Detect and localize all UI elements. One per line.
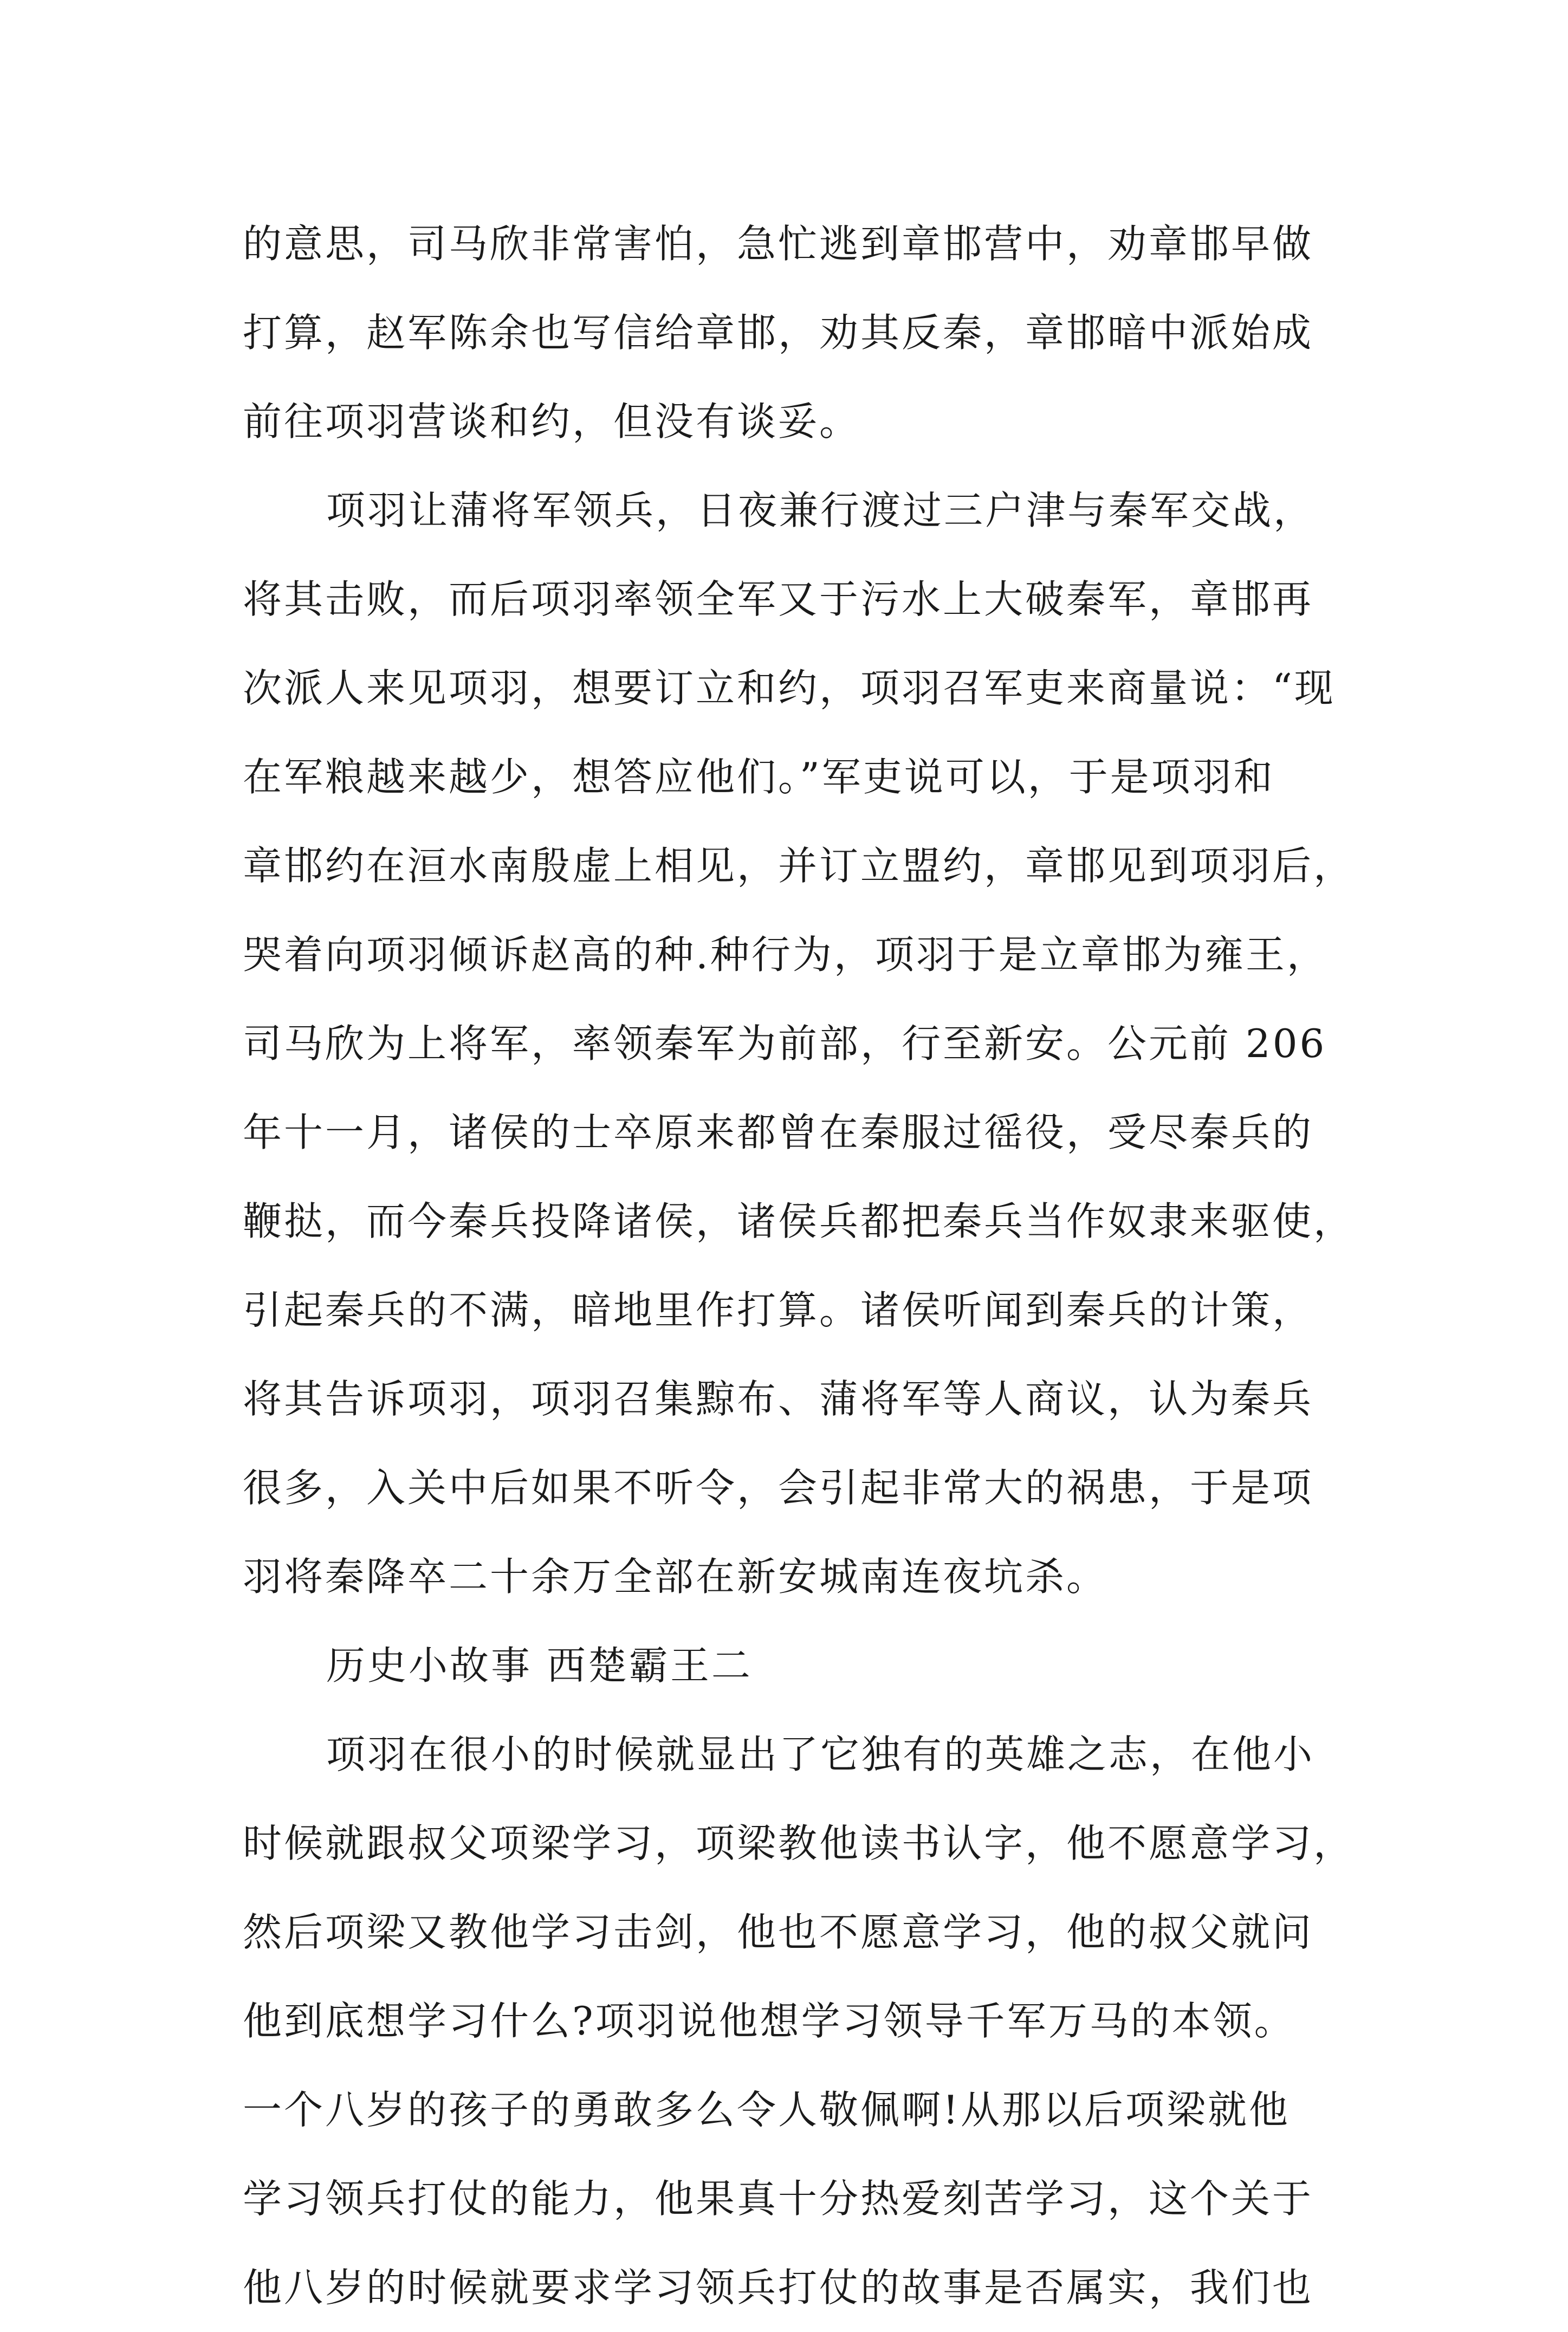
text-line: 然后项梁又教他学习击剑，他也不愿意学习，他的叔父就问 xyxy=(243,1909,1314,1955)
section-heading: 历史小故事 西楚霸王二 xyxy=(326,1643,753,1688)
text-line: 次派人来见项羽，想要订立和约，项羽召军吏来商量说：“现 xyxy=(243,665,1336,711)
text-line: 一个八岁的孩子的勇敢多么令人敬佩啊!从那以后项梁就他 xyxy=(243,2087,1290,2133)
text-line: 学习领兵打仗的能力，他果真十分热爱刻苦学习，这个关于 xyxy=(243,2176,1314,2221)
text-line: 引起秦兵的不满，暗地里作打算。诸侯听闻到秦兵的计策， xyxy=(243,1287,1314,1333)
text-line: 年十一月，诸侯的士卒原来都曾在秦服过徭役，受尽秦兵的 xyxy=(243,1110,1314,1155)
text-line: 的意思，司马欣非常害怕，急忙逃到章邯营中，劝章邯早做 xyxy=(243,221,1314,267)
text-line: 在军粮越来越少，想答应他们。”军吏说可以，于是项羽和 xyxy=(243,754,1275,800)
text-line: 前往项羽营谈和约，但没有谈妥。 xyxy=(243,399,861,444)
text-line: 他八岁的时候就要求学习领兵打仗的故事是否属实，我们也 xyxy=(243,2265,1314,2310)
text-line: 时候就跟叔父项梁学习，项梁教他读书认字，他不愿意学习， xyxy=(243,1821,1355,1866)
paragraph-start-line: 项羽在很小的时候就显出了它独有的英雄之志，在他小 xyxy=(326,1732,1315,1777)
body-text xyxy=(243,199,1355,2332)
text-line: 将其击败，而后项羽率领全军又于污水上大破秦军，章邯再 xyxy=(243,576,1314,622)
text-line: 打算，赵军陈余也写信给章邯，劝其反秦，章邯暗中派始成 xyxy=(243,310,1314,355)
paragraph-start-line: 项羽让蒲将军领兵，日夜兼行渡过三户津与秦军交战， xyxy=(326,488,1315,533)
text-line: 章邯约在洹水南殷虚上相见，并订立盟约，章邯见到项羽后， xyxy=(243,843,1355,889)
text-line: 将其告诉项羽，项羽召集黥布、蒲将军等人商议，认为秦兵 xyxy=(243,1376,1314,1422)
text-line: 他到底想学习什么?项羽说他想学习领导千军万马的本领。 xyxy=(243,1998,1295,2044)
text-line: 羽将秦降卒二十余万全部在新安城南连夜坑杀。 xyxy=(243,1554,1108,1599)
text-line: 司马欣为上将军，率领秦军为前部，行至新安。公元前 206 xyxy=(243,1021,1327,1066)
text-line: 很多，入关中后如果不听令，会引起非常大的祸患，于是项 xyxy=(243,1465,1314,1511)
text-line: 鞭挞，而今秦兵投降诸侯，诸侯兵都把秦兵当作奴隶来驱使， xyxy=(243,1199,1355,1244)
text-line: 哭着向项羽倾诉赵高的种.种行为，项羽于是立章邯为雍王， xyxy=(243,932,1328,977)
